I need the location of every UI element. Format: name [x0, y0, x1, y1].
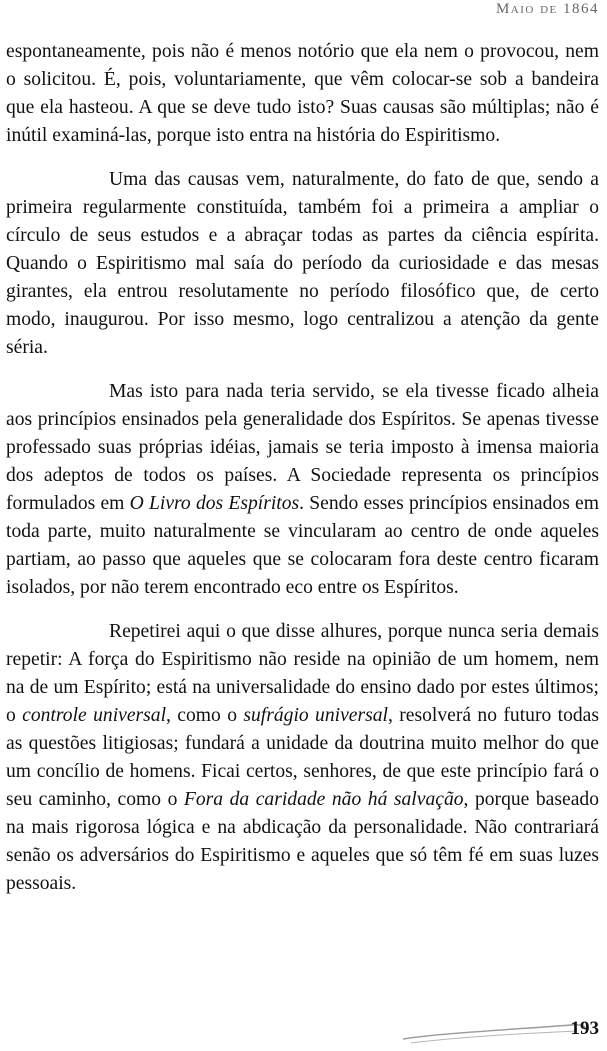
text-segment: Uma das causas vem, naturalmente, do fato de que, sendo a primeira regularmente constituída, também foi a primeira a ampliar o círculo de seus estudos e a abraçar todas as partes da ciência espírita. Quando o Espiritismo mal saía do período da curiosidade e das mesas girantes, ela entrou resolutamente no período filosófico que, de certo modo, inaugurou. Por isso mesmo, logo centralizou a atenção da gente séria. [6, 169, 599, 358]
running-header: Maio de 1864 [495, 1, 599, 17]
body-text [6, 38, 599, 914]
text-segment: espontaneamente, pois não é menos notório que ela nem o provocou, nem o solicitou. É, pois, voluntariamente, que vêm colocar-se sob a bandeira que ela hasteou. A que se deve tudo isto? Suas causas são múltiplas; não é inútil examiná-las, porque isto entra na história do Espiritismo. [6, 41, 599, 146]
page-number: 193 [570, 1018, 599, 1039]
paragraph [6, 378, 599, 602]
text-segment: . Sendo esses princípios ensinados em toda parte, muito naturalmente se vincularam ao centro de onde aqueles partiam, ao passo que aqueles que se colocaram fora deste centro ficaram isolados, por não terem encontrado eco entre os Espíritos. [6, 493, 599, 598]
paragraph [6, 618, 599, 898]
text-segment: Mas isto para nada teria servido, se ela tivesse ficado alheia aos princípios ensinados pela generalidade dos Espíritos. Se apenas tivesse professado suas próprias idéias, jamais se teria imposto à imensa maioria dos adeptos de todos os países. A Sociedade representa os princípios formulados em [6, 381, 599, 514]
italic-segment: controle universal [22, 705, 167, 726]
italic-segment: sufrágio universal [243, 705, 388, 726]
paragraph [6, 166, 599, 362]
text-segment: , como o [166, 705, 244, 726]
text-segment: , resolverá no futuro todas as questões litigiosas; fundará a unidade da doutrina muito melhor do que um concílio de homens. Ficai certos, senhores, de que este princípio fará o seu caminho, como o [6, 705, 599, 810]
page-footer [401, 1007, 601, 1047]
text-segment: , porque baseado na mais rigorosa lógica e na abdicação da personalidade. Não contrariará senão os adversários do Espiritismo e aqueles que só têm fé em suas luzes pessoais. [6, 789, 599, 894]
paragraph [6, 38, 599, 150]
italic-segment: O Livro dos Espíritos [129, 493, 300, 514]
text-segment: Repetirei aqui o que disse alhures, porque nunca seria demais repetir: A força do Espiritismo não reside na opinião de um homem, nem na de um Espírito; está na universalidade do ensino dado por estes últimos; o [6, 621, 599, 726]
italic-segment: Fora da caridade não há salvação [183, 789, 464, 810]
